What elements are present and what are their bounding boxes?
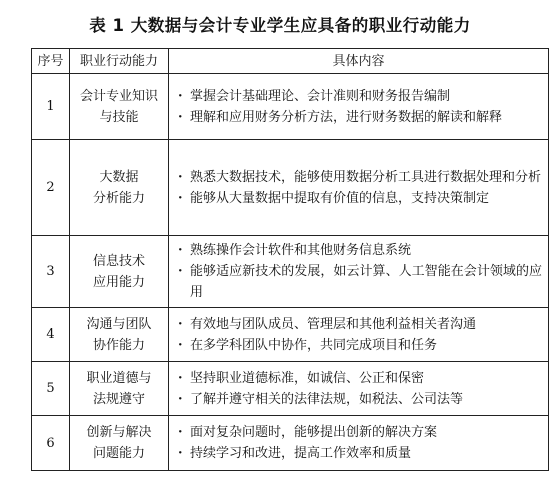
table-row [32, 140, 549, 236]
row-number: 3 [32, 236, 70, 308]
row-number: 6 [32, 416, 70, 471]
ability-line: 沟通与团队 [86, 316, 152, 332]
row-content [169, 362, 549, 416]
header-number: 序号 [32, 49, 70, 74]
row-content [169, 416, 549, 471]
content-item: · 持续学习和改进，提高工作效率和质量 [178, 443, 542, 464]
content-item: · 熟练操作会计软件和其他财务信息系统 [178, 240, 542, 261]
table-row [32, 416, 549, 471]
row-ability [70, 362, 169, 416]
content-item: · 有效地与团队成员、管理层和其他利益相关者沟通 [178, 314, 542, 335]
content-item: · 在多学科团队中协作，共同完成项目和任务 [178, 335, 542, 356]
ability-line: 会计专业知识 [79, 88, 158, 104]
ability-line: 信息技术 [92, 253, 145, 269]
ability-line: 协作能力 [92, 337, 145, 353]
row-number: 1 [32, 74, 70, 140]
header-ability: 职业行动能力 [70, 49, 169, 74]
content-item: · 面对复杂问题时，能够提出创新的解决方案 [178, 422, 542, 443]
row-number: 5 [32, 362, 70, 416]
ability-line: 职业道德与 [86, 370, 152, 386]
ability-table [31, 48, 549, 471]
row-ability [70, 236, 169, 308]
header-content: 具体内容 [169, 49, 549, 74]
ability-line: 法规遵守 [92, 391, 145, 407]
ability-line: 创新与解决 [86, 425, 152, 440]
table-row [32, 362, 549, 416]
row-ability [70, 140, 169, 236]
content-item: · 熟悉大数据技术，能够使用数据分析工具进行数据处理和分析 [178, 167, 542, 188]
content-item: · 理解和应用财务分析方法，进行财务数据的解读和解释 [178, 107, 542, 128]
content-item: · 能够从大量数据中提取有价值的信息，支持决策制定 [178, 188, 542, 209]
ability-line: 分析能力 [92, 190, 145, 206]
row-number: 4 [32, 308, 70, 362]
content-item: · 坚持职业道德标准，如诚信、公正和保密 [178, 368, 542, 389]
ability-line: 应用能力 [92, 274, 145, 290]
table-row [32, 236, 549, 308]
row-number: 2 [32, 140, 70, 236]
content-item: · 掌握会计基础理论、会计准则和财务报告编制 [178, 86, 542, 107]
ability-line: 与技能 [99, 109, 139, 125]
ability-line: 大数据 [99, 169, 139, 185]
table-row [32, 74, 549, 140]
row-content [169, 236, 549, 308]
row-ability [70, 416, 169, 471]
table-row [32, 308, 549, 362]
ability-line: 问题能力 [92, 446, 145, 461]
table-title: 表 1 大数据与会计专业学生应具备的职业行动能力 [89, 16, 471, 35]
content-item: · 能够适应新技术的发展，如云计算、人工智能在会计领域的应用 [178, 261, 542, 303]
table-header-row [32, 49, 549, 74]
row-content [169, 308, 549, 362]
row-content [169, 140, 549, 236]
row-ability [70, 74, 169, 140]
row-ability [70, 308, 169, 362]
content-item: · 了解并遵守相关的法律法规，如税法、公司法等 [178, 389, 542, 410]
row-content [169, 74, 549, 140]
